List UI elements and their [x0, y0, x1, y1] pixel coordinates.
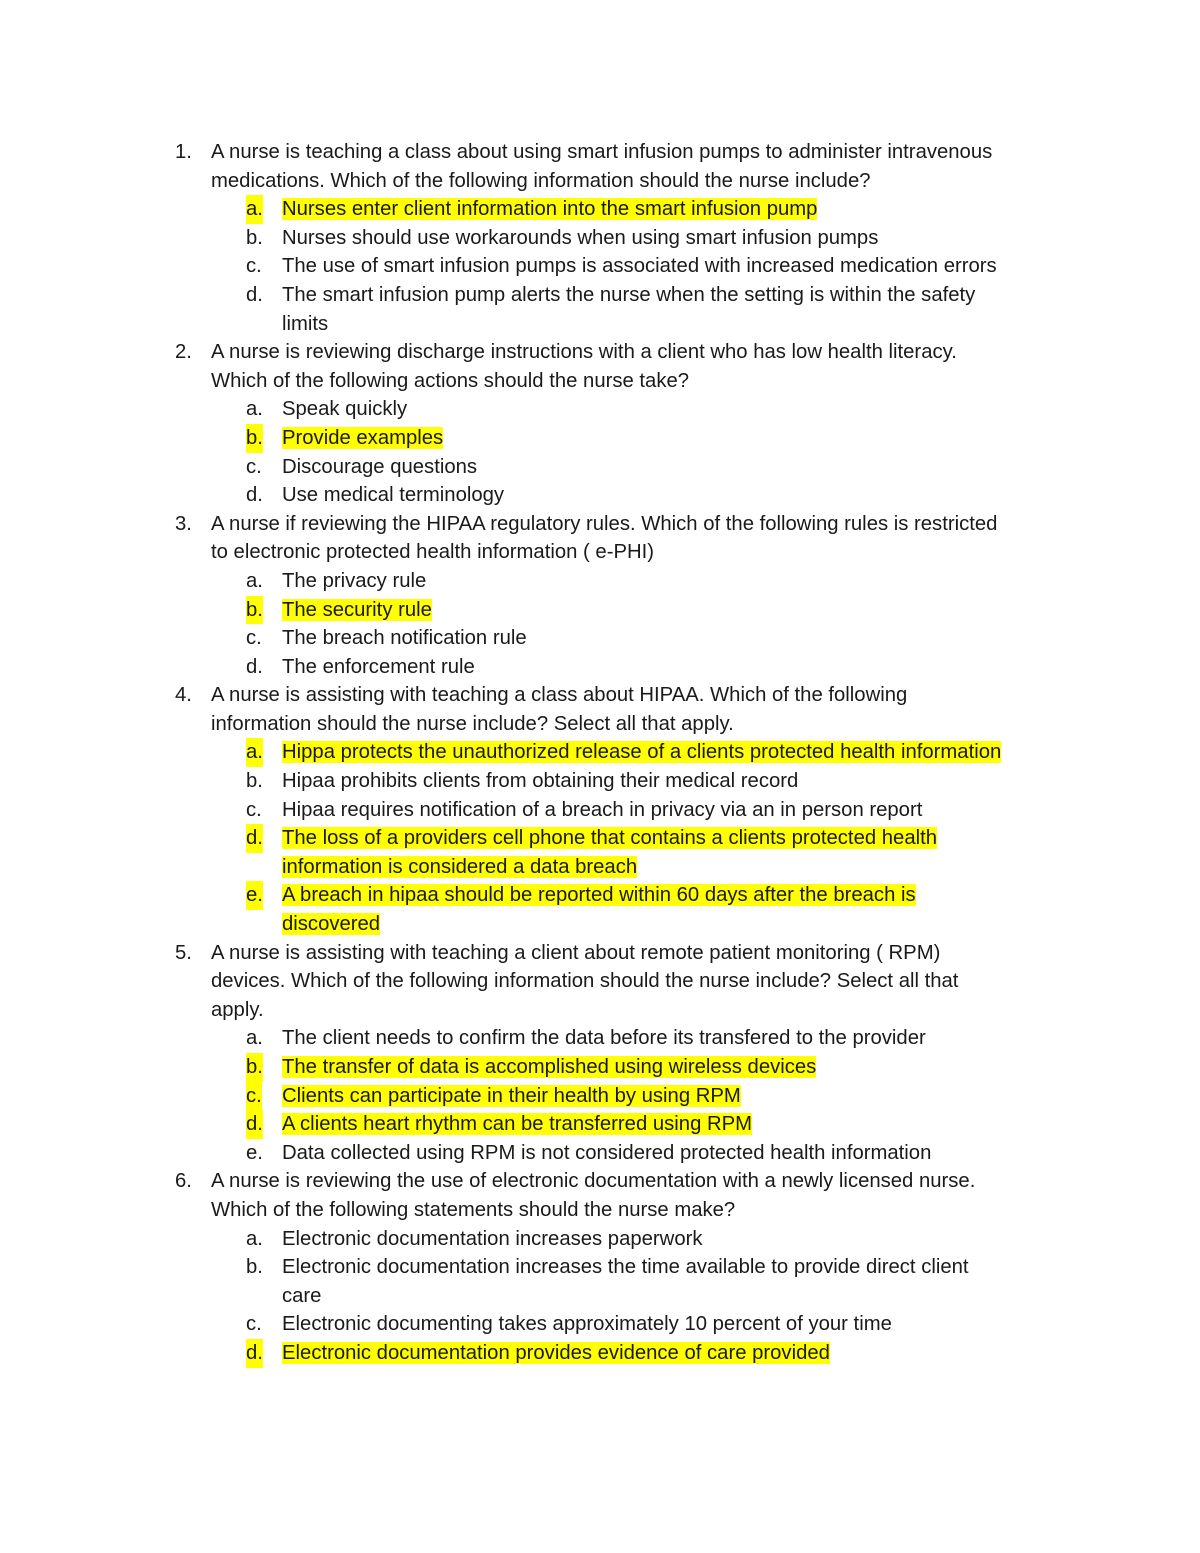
option-text [282, 252, 1062, 281]
option-text [282, 1253, 1062, 1310]
option-text-line [282, 567, 1062, 596]
option-text [282, 481, 1062, 510]
option-letter: b. [246, 226, 263, 249]
option-text-segment: The client needs to confirm the data before its transfered to the provider [282, 1027, 926, 1050]
option-text-segment: The use of smart infusion pumps is associated with increased medication errors [282, 255, 997, 278]
option-text-segment: Clients can participate in their health by using RPM [282, 1084, 741, 1107]
option-text-line [282, 281, 1062, 310]
answer-option [0, 1024, 1200, 1053]
question-text [211, 1167, 1071, 1224]
answer-option-highlighted [0, 195, 1200, 224]
option-letter: b. [246, 770, 263, 793]
option-text [282, 653, 1062, 682]
option-text-segment: Electronic documentation provides evidence of care provided [282, 1341, 830, 1364]
question-number: 1. [175, 141, 192, 163]
option-text-line [282, 1110, 1062, 1139]
question-number: 3. [175, 512, 192, 535]
option-text-segment: Electronic documenting takes approximately 10 percent of your time [282, 1313, 892, 1336]
question-text-line: A nurse if reviewing the HIPAA regulatory rules. Which of the following rules is restricted [211, 512, 998, 535]
answer-option-highlighted [0, 738, 1200, 767]
option-text-segment: discovered [282, 913, 381, 936]
option-text [282, 1339, 1062, 1368]
option-text-line [282, 853, 1062, 882]
option-text-line [282, 1225, 1062, 1254]
option-text-segment: The breach notification rule [282, 627, 527, 650]
option-text [282, 1082, 1062, 1111]
option-text-line [282, 596, 1062, 625]
question-text [211, 939, 1071, 1025]
option-letter: d. [246, 484, 263, 507]
option-text [282, 738, 1062, 767]
option-letter: c. [246, 1313, 262, 1336]
answer-option [0, 1253, 1200, 1310]
option-text [282, 224, 1062, 253]
question-text-line: A nurse is assisting with teaching a class about HIPAA. Which of the following [211, 684, 908, 707]
option-text [282, 1225, 1062, 1254]
option-letter: a. [246, 569, 263, 592]
option-letter: d. [246, 824, 263, 853]
option-text-line [282, 624, 1062, 653]
question-text-line: A nurse is teaching a class about using smart infusion pumps to administer intravenous [211, 141, 993, 163]
option-text-line [282, 395, 1062, 424]
option-text [282, 395, 1062, 424]
question-number: 5. [175, 941, 192, 964]
option-text-line [282, 252, 1062, 281]
option-letter: a. [246, 398, 263, 421]
question-number: 4. [175, 684, 192, 707]
option-text-segment: Nurses enter client information into the smart infusion pump [282, 198, 818, 221]
option-letter: a. [246, 1027, 263, 1050]
answer-option-highlighted [0, 1110, 1200, 1139]
question-text [211, 138, 1071, 195]
option-letter: b. [246, 1256, 263, 1279]
option-letter: c. [246, 255, 262, 278]
option-text-line [282, 1253, 1062, 1282]
option-text-segment: Nurses should use workarounds when using smart infusion pumps [282, 226, 879, 249]
option-text-segment: The smart infusion pump alerts the nurse when the setting is within the safety [282, 283, 976, 306]
option-text-line [282, 195, 1062, 224]
option-text [282, 596, 1062, 625]
question-item [0, 338, 1200, 510]
option-text-line [282, 1282, 1062, 1311]
question-item [0, 681, 1200, 938]
option-text-line [282, 910, 1062, 939]
option-text [282, 195, 1062, 224]
answer-option [0, 796, 1200, 825]
answer-option-highlighted [0, 881, 1200, 938]
option-text [282, 1139, 1062, 1168]
answer-option [0, 1225, 1200, 1254]
question-item [0, 510, 1200, 682]
option-text-segment: The privacy rule [282, 569, 427, 592]
option-letter: a. [246, 195, 263, 224]
option-text-segment: The security rule [282, 598, 432, 621]
option-text-line [282, 796, 1062, 825]
question-text-line: information should the nurse include? Select all that apply. [211, 712, 734, 735]
question-number: 6. [175, 1170, 192, 1193]
option-text-segment: The loss of a providers cell phone that contains a clients protected health [282, 827, 938, 850]
option-text-line [282, 653, 1062, 682]
option-letter: d. [246, 283, 263, 306]
option-text-line [282, 453, 1062, 482]
option-text-segment: Provide examples [282, 426, 444, 449]
option-text-line [282, 1024, 1062, 1053]
answer-option [0, 1139, 1200, 1168]
answer-option [0, 224, 1200, 253]
question-text-line: A nurse is assisting with teaching a client about remote patient monitoring ( RPM) [211, 941, 941, 964]
option-text [282, 796, 1062, 825]
option-text [282, 624, 1062, 653]
option-text-line [282, 224, 1062, 253]
option-text [282, 453, 1062, 482]
question-text-line: apply. [211, 998, 264, 1021]
option-text-segment: Electronic documentation increases the time available to provide direct client [282, 1256, 969, 1279]
option-letter: c. [246, 798, 262, 821]
question-item [0, 1167, 1200, 1367]
option-letter: e. [246, 1141, 263, 1164]
option-text [282, 281, 1062, 338]
option-text-segment: information is considered a data breach [282, 855, 638, 878]
answer-option [0, 453, 1200, 482]
question-text [211, 338, 1071, 395]
option-text [282, 1024, 1062, 1053]
option-text-segment: Use medical terminology [282, 484, 505, 507]
option-text-segment: Hipaa requires notification of a breach in privacy via an in person report [282, 798, 923, 821]
option-letter: d. [246, 655, 263, 678]
question-item [0, 939, 1200, 1168]
option-text-line [282, 1082, 1062, 1111]
option-text-line [282, 881, 1062, 910]
option-text [282, 824, 1062, 881]
answer-option [0, 767, 1200, 796]
option-text-segment: care [282, 1284, 322, 1307]
question-item [0, 138, 1200, 338]
option-text-line [282, 1139, 1062, 1168]
question-list [0, 138, 1200, 1368]
answer-option [0, 653, 1200, 682]
question-text-line: Which of the following statements should the nurse make? [211, 1198, 736, 1221]
question-text-line: medications. Which of the following information should the nurse include? [211, 169, 871, 192]
answer-option-highlighted [0, 596, 1200, 625]
answer-option [0, 567, 1200, 596]
option-text-line [282, 1339, 1062, 1368]
option-letter: e. [246, 881, 263, 910]
question-text-line: to electronic protected health information ( e-PHI) [211, 541, 655, 564]
question-text [211, 510, 1071, 567]
option-text-segment: Hipaa prohibits clients from obtaining their medical record [282, 770, 799, 793]
question-text-line: devices. Which of the following information should the nurse include? Select all that [211, 970, 959, 993]
question-text-line: A nurse is reviewing the use of electronic documentation with a newly licensed nurse. [211, 1170, 976, 1193]
option-text-segment: The enforcement rule [282, 655, 475, 678]
option-text [282, 1110, 1062, 1139]
option-letter: d. [246, 1110, 263, 1139]
option-text-line [282, 824, 1062, 853]
question-text-line: Which of the following actions should the nurse take? [211, 369, 690, 392]
option-text-line [282, 738, 1062, 767]
option-text-segment: The transfer of data is accomplished using wireless devices [282, 1056, 817, 1078]
option-letter: a. [246, 1227, 263, 1250]
answer-option-highlighted [0, 1082, 1200, 1111]
option-text-segment: Speak quickly [282, 398, 408, 421]
option-text-segment: Data collected using RPM is not considered protected health information [282, 1141, 932, 1164]
answer-option [0, 395, 1200, 424]
option-text-segment: Hippa protects the unauthorized release of a clients protected health information [282, 741, 1002, 764]
option-text-line [282, 767, 1062, 796]
option-text-line [282, 1310, 1062, 1339]
option-text [282, 1053, 1062, 1082]
option-text-line [282, 424, 1062, 453]
option-text [282, 1310, 1062, 1339]
answer-option-highlighted [0, 424, 1200, 453]
option-letter: b. [246, 596, 263, 625]
option-text-segment: A breach in hipaa should be reported within 60 days after the breach is [282, 884, 916, 907]
answer-option-highlighted [0, 1053, 1200, 1082]
option-letter: c. [246, 627, 262, 650]
option-text [282, 567, 1062, 596]
option-letter: a. [246, 738, 263, 767]
option-letter: b. [246, 1053, 263, 1082]
question-text-line: A nurse is reviewing discharge instructions with a client who has low health literacy. [211, 341, 957, 364]
option-text-line [282, 481, 1062, 510]
option-text-segment: limits [282, 312, 329, 335]
option-letter: d. [246, 1339, 263, 1368]
option-letter: c. [246, 455, 262, 478]
question-number: 2. [175, 341, 192, 364]
option-text [282, 881, 1062, 938]
option-text-line [282, 1053, 1062, 1082]
answer-option [0, 481, 1200, 510]
answer-option [0, 1310, 1200, 1339]
question-text [211, 681, 1071, 738]
option-text [282, 424, 1062, 453]
option-text [282, 767, 1062, 796]
answer-option-highlighted [0, 824, 1200, 881]
option-text-line [282, 310, 1062, 339]
option-letter: b. [246, 424, 263, 453]
option-text-segment: A clients heart rhythm can be transferred using RPM [282, 1113, 753, 1136]
answer-option-highlighted [0, 1339, 1200, 1368]
option-text-segment: Discourage questions [282, 455, 478, 478]
answer-option [0, 252, 1200, 281]
answer-option [0, 624, 1200, 653]
option-text-segment: Electronic documentation increases paperwork [282, 1227, 703, 1250]
option-letter: c. [246, 1082, 262, 1111]
answer-option [0, 281, 1200, 338]
